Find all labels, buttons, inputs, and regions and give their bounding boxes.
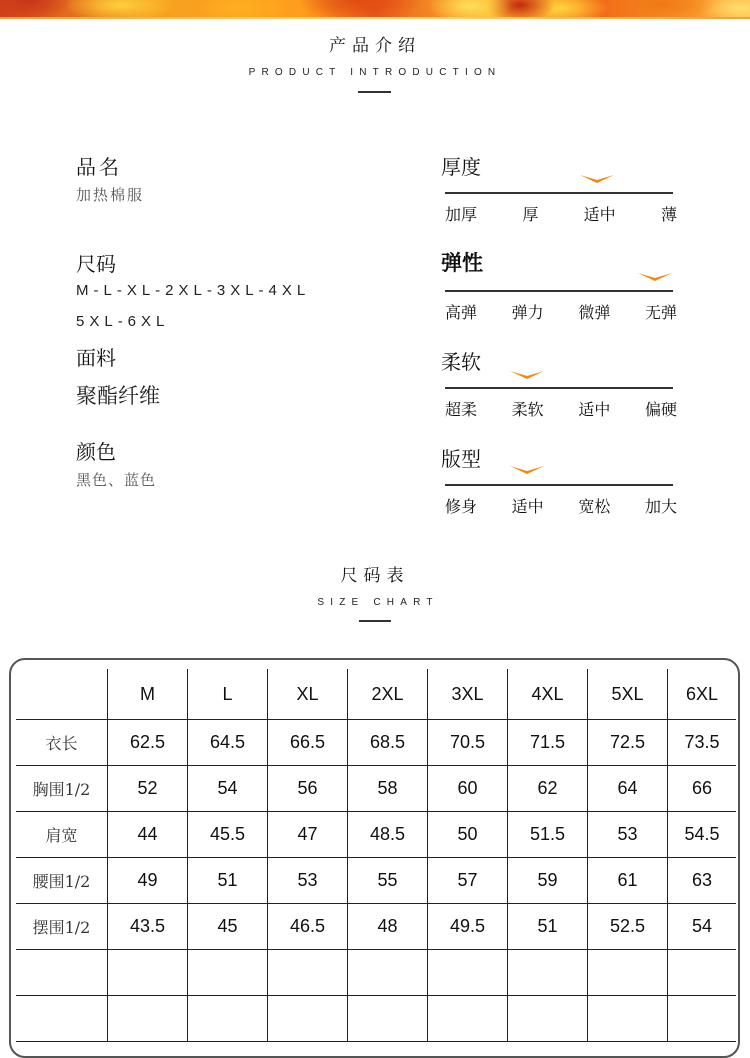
table-cell: 64.5 [188,720,268,766]
selected-chevron-icon [510,465,544,475]
table-cell: 55 [348,858,428,904]
size-chart-divider [359,620,391,622]
option-high-stretch: 高弹 [445,303,478,322]
table-row-empty [16,950,736,996]
option-thick-medium: 适中 [583,205,616,224]
table-cell: 62 [508,766,588,812]
table-cell [268,996,348,1042]
table-cell: 52.5 [588,904,668,950]
attr-fit-options [445,494,677,517]
table-cell: 49 [108,858,188,904]
spec-fabric-label: 面料 [76,346,116,370]
option-stiff: 偏硬 [644,400,677,419]
attr-softness-options [445,397,677,420]
table-cell: 72.5 [588,720,668,766]
option-thin: 薄 [660,205,677,224]
option-regular: 适中 [511,497,544,516]
table-cell: 66 [668,766,737,812]
header-cell: M [108,669,188,720]
attr-elasticity-title: 弹性 [441,251,483,275]
table-cell: 52 [108,766,188,812]
table-cell [668,996,737,1042]
size-chart-subtitle: SIZE CHART [317,597,439,608]
table-cell: 51.5 [508,812,588,858]
spec-name-value: 加热棉服 [76,186,145,204]
selected-chevron-icon [510,370,544,380]
table-cell: 47 [268,812,348,858]
table-cell: 54 [188,766,268,812]
attr-softness-title: 柔软 [441,350,481,374]
table-cell [508,996,588,1042]
table-cell: 51 [508,904,588,950]
option-soft: 柔软 [511,400,544,419]
table-cell: 48.5 [348,812,428,858]
attr-softness-line [445,387,673,389]
header-cell: L [188,669,268,720]
table-cell: 49.5 [428,904,508,950]
spec-color-label: 颜色 [76,440,116,464]
table-cell: 58 [348,766,428,812]
table-cell [188,996,268,1042]
table-cell: 73.5 [668,720,737,766]
table-cell [588,996,668,1042]
spec-size-value-line1: M-L-XL-2XL-3XL-4XL [76,282,311,299]
row-label: 摆围1/2 [16,904,108,950]
size-table [16,669,736,1042]
option-slight-stretch: 微弹 [578,303,611,322]
attr-elasticity-options [445,300,677,323]
table-cell [108,950,188,996]
table-row [16,766,736,812]
table-row [16,812,736,858]
header-cell: 4XL [508,669,588,720]
header-cell: 6XL [668,669,737,720]
table-cell: 71.5 [508,720,588,766]
option-stretch: 弹力 [511,303,544,322]
table-cell: 62.5 [108,720,188,766]
table-cell [268,950,348,996]
header-cell: XL [268,669,348,720]
table-cell: 66.5 [268,720,348,766]
row-label: 胸围1/2 [16,766,108,812]
table-cell [348,996,428,1042]
intro-title: 产品介绍 [329,36,421,56]
table-cell [588,950,668,996]
option-super-soft: 超柔 [445,400,478,419]
header-cell: 3XL [428,669,508,720]
table-cell: 54 [668,904,737,950]
row-label [16,996,108,1042]
option-thick-extra: 加厚 [445,205,478,224]
attr-fit-line [445,484,673,486]
table-cell [188,950,268,996]
row-label [16,950,108,996]
attr-elasticity-line [445,290,673,292]
header-cell: 2XL [348,669,428,720]
table-cell: 68.5 [348,720,428,766]
table-cell [348,950,428,996]
selected-chevron-icon [580,174,614,184]
table-cell: 56 [268,766,348,812]
row-label: 肩宽 [16,812,108,858]
header-cell [16,669,108,720]
table-cell: 44 [108,812,188,858]
spec-name-label: 品名 [76,155,122,179]
selected-chevron-icon [638,272,672,282]
table-cell: 54.5 [668,812,737,858]
attr-thickness-line [445,192,673,194]
spec-fabric-value: 聚酯纤维 [76,384,160,408]
intro-divider [358,91,391,93]
table-row [16,720,736,766]
table-cell [428,996,508,1042]
table-cell: 53 [588,812,668,858]
table-cell: 59 [508,858,588,904]
row-label: 腰围1/2 [16,858,108,904]
table-cell: 61 [588,858,668,904]
intro-subtitle: PRODUCT INTRODUCTION [248,67,502,78]
table-cell [428,950,508,996]
option-thick: 厚 [522,205,539,224]
table-cell: 46.5 [268,904,348,950]
option-slim: 修身 [445,497,478,516]
table-cell: 45.5 [188,812,268,858]
option-no-stretch: 无弹 [644,303,677,322]
table-row [16,858,736,904]
table-cell: 60 [428,766,508,812]
table-cell: 51 [188,858,268,904]
attr-thickness-options [445,202,677,225]
table-cell [668,950,737,996]
table-cell: 43.5 [108,904,188,950]
table-cell: 57 [428,858,508,904]
row-label: 衣长 [16,720,108,766]
table-cell: 63 [668,858,737,904]
table-cell: 50 [428,812,508,858]
table-cell: 45 [188,904,268,950]
option-loose: 宽松 [578,497,611,516]
table-header-row [16,669,736,720]
option-soft-medium: 适中 [578,400,611,419]
table-row-empty [16,996,736,1042]
attr-thickness-title: 厚度 [441,155,481,179]
table-cell: 53 [268,858,348,904]
table-cell: 64 [588,766,668,812]
table-row [16,904,736,950]
spec-size-value-line2: 5XL-6XL [76,313,170,330]
size-chart-title: 尺码表 [340,566,410,586]
header-cell: 5XL [588,669,668,720]
spec-size-label: 尺码 [76,252,116,276]
attr-fit-title: 版型 [441,447,481,471]
table-cell [508,950,588,996]
table-cell [108,996,188,1042]
table-cell: 70.5 [428,720,508,766]
table-cell: 48 [348,904,428,950]
option-oversize: 加大 [644,497,677,516]
spec-color-value: 黑色、蓝色 [76,471,157,489]
flame-banner [0,0,750,19]
